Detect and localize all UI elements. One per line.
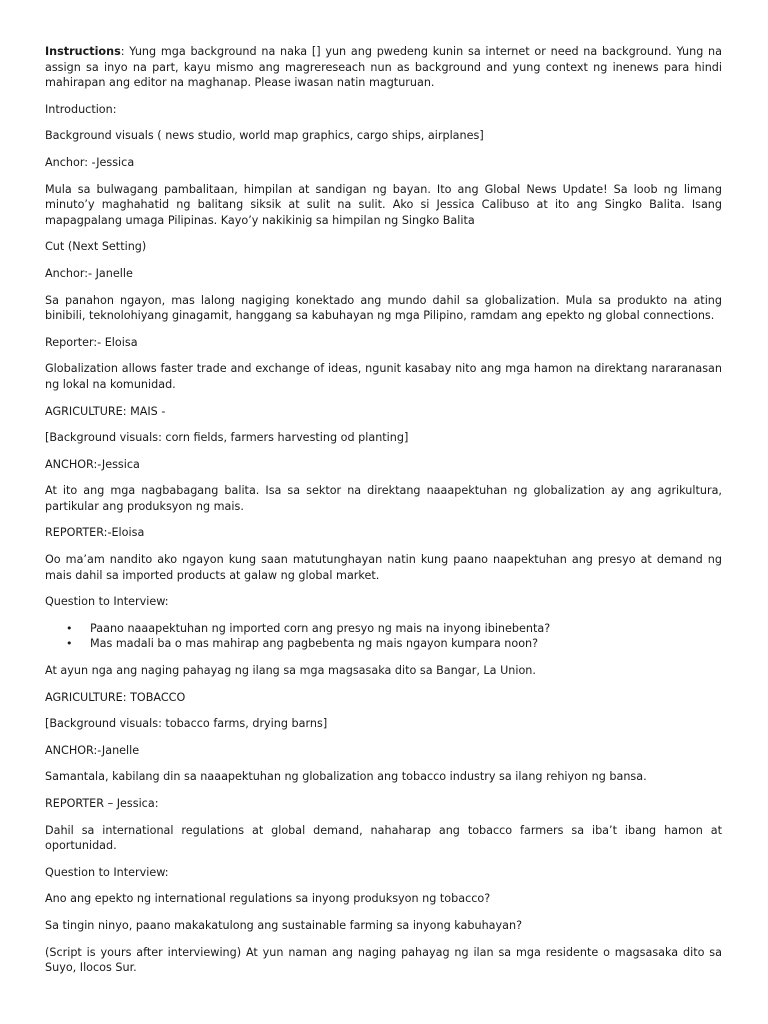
speaker-label: Anchor: -Jessica [45,155,135,169]
instructions-text: : Yung mga background na naka [] yun ang pwedeng kunin sa internet or need na background. Yung na assign sa inyo na part, kayu mismo ang magrereseach nun as background and yung context ng inenews para hindi mahirapan ang editor na maghanap. Please iwasan natin magturuan. [45,45,722,90]
instructions-paragraph [45,44,722,91]
speaker-label: ANCHOR:-Jessica [45,457,140,471]
speaker-label: REPORTER – Jessica: [45,797,159,810]
script-paragraph: At ito ang mga nagbabagang balita. Isa sa sektor na direktang naaapektuhan ng globalization ay ang agrikultura, partikular ang produksyon ng mais. [45,484,722,513]
question-text: Ano ang epekto ng international regulations sa inyong produksyon ng tobacco? [45,892,491,906]
script-paragraph: Dahil sa international regulations at global demand, nahaharap ang tobacco farmers sa iba’t ibang hamon at oportunidad. [45,823,722,853]
section-heading-introduction: Introduction: [45,102,117,116]
speaker-label: ANCHOR:-Janelle [45,743,140,757]
section-heading-tobacco: AGRICULTURE: TOBACCO [45,690,186,704]
list-item: • Paano naaapektuhan ng imported corn ang presyo ng mais na inyong ibinebenta? [90,621,722,637]
background-visuals-note: [Background visuals: corn fields, farmers harvesting od planting] [45,431,409,445]
script-paragraph: Globalization allows faster trade and exchange of ideas, ngunit kasabay nito ang mga hamon na direktang nararanasan ng lokal na komunidad. [45,362,722,391]
instructions-label: Instructions [45,45,121,58]
question-list [45,621,722,652]
list-item: • Mas madali ba o mas mahirap ang pagbebenta ng mais ngayon kumpara noon? [90,636,722,652]
script-paragraph: At ayun nga ang naging pahayag ng ilang sa mga magsasaka dito sa Bangar, La Union. [45,664,536,678]
script-paragraph: Samantala, kabilang din sa naaapektuhan ng globalization ang tobacco industry sa ilang rehiyon ng bansa. [45,770,647,784]
question-heading: Question to Interview: [45,865,169,879]
cut-note: Cut (Next Setting) [45,240,147,254]
background-visuals-note: Background visuals ( news studio, world map graphics, cargo ships, airplanes] [45,129,484,143]
section-heading-mais: AGRICULTURE: MAIS - [45,404,166,418]
script-paragraph: Sa panahon ngayon, mas lalong nagiging konektado ang mundo dahil sa globalization. Mula sa produkto na ating binibili, teknolohiyang ginagamit, hanggang sa kabuhayan ng mga Pilipino, ramdam ang epekto ng global connections. [45,293,722,323]
speaker-label: REPORTER:-Eloisa [45,526,145,540]
script-paragraph: (Script is yours after interviewing) At yun naman ang naging pahayag ng ilan sa mga residente o magsasaka dito sa Suyo, Ilocos Sur. [45,945,722,975]
script-paragraph: Oo ma’am nandito ako ngayon kung saan matutunghayan natin kung paano naapektuhan ang presyo at demand ng mais dahil sa imported products at galaw ng global market. [45,553,722,582]
question-heading: Question to Interview: [45,595,169,609]
speaker-label: Anchor:- Janelle [45,266,133,280]
speaker-label: Reporter:- Eloisa [45,335,138,349]
question-text: Sa tingin ninyo, paano makakatulong ang sustainable farming sa inyong kabuhayan? [45,918,523,932]
background-visuals-note: [Background visuals: tobacco farms, drying barns] [45,717,328,731]
script-paragraph: Mula sa bulwagang pambalitaan, himpilan at sandigan ng bayan. Ito ang Global News Update! Sa loob ng limang minuto’y maghahatid ng balitang siksik at sulit na sulit. Ako si Jessica Calibuso at ito ang Singko Balita. Isang mapagpalang umaga Pilipinas. Kayo’y nakikinig sa himpilan ng Singko Balita [45,182,722,227]
